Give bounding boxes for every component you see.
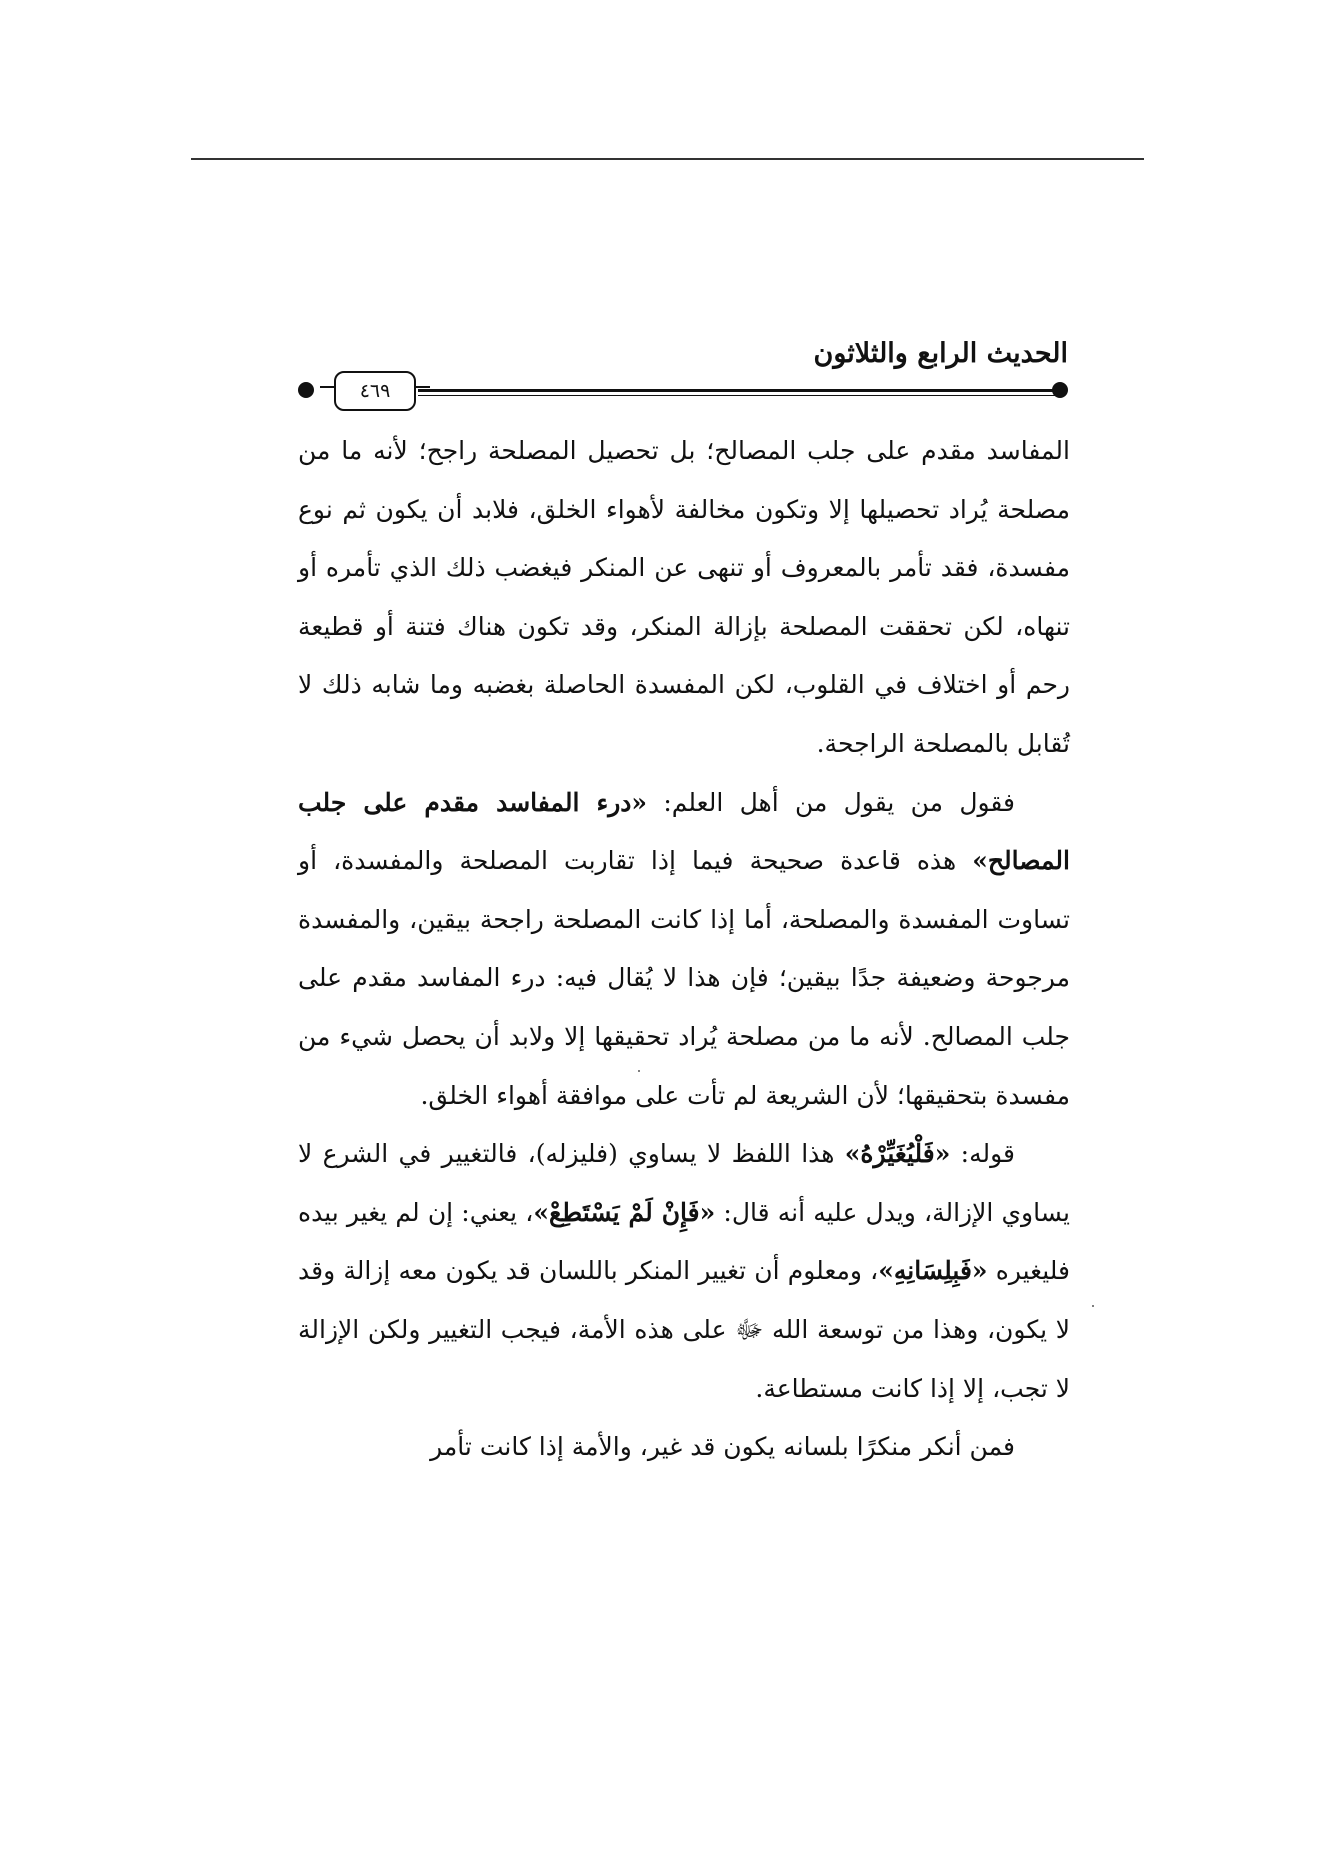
quoted-phrase: «فَإِنْ لَمْ يَسْتَطِعْ» bbox=[533, 1197, 716, 1227]
running-header bbox=[298, 338, 1068, 402]
text-run: المفاسد مقدم على جلب المصالح؛ بل تحصيل المصلحة راجح؛ لأنه ما من مصلحة يُراد تحصيلها إلا وتكون مخالفة لأهواء الخلق، فلابد أن يكون ثم نوع مفسدة، فقد تأمر بالمعروف أو تنهى عن المنكر فيغضب ذلك الذي تأمره أو تنهاه، لكن تحققت المصلحة بإزالة المنكر، وقد تكون هناك فتنة أو قطيعة رحم أو اختلاف في القلوب، لكن المفسدة الحاصلة بغضبه وما شابه ذلك لا تُقابل بالمصلحة الراجحة. bbox=[298, 436, 1070, 758]
text-run: ، ومعلوم أن تغيير المنكر باللسان قد يكون معه إزالة وقد لا يكون، وهذا من توسعة الله ﷻ على هذه الأمة، فيجب التغيير ولكن الإزالة لا تجب، إلا إذا كانت مستطاعة. bbox=[298, 1256, 1070, 1403]
quoted-phrase: «فَلْيُغَيِّرْهُ» bbox=[844, 1139, 951, 1169]
running-header-title: الحديث الرابع والثلاثون bbox=[813, 338, 1068, 369]
body-text bbox=[298, 422, 1070, 1477]
quoted-phrase: «فَبِلِسَانِهِ» bbox=[878, 1256, 988, 1286]
text-run: فقول من يقول من أهل العلم: bbox=[647, 787, 1015, 817]
paragraph bbox=[298, 774, 1070, 1126]
print-speck bbox=[1092, 1305, 1094, 1307]
print-speck bbox=[638, 1070, 640, 1072]
header-ornament-dot-left bbox=[298, 382, 314, 398]
quoted-phrase: «درء المفاسد مقدم على جلب المصالح» bbox=[298, 787, 1070, 876]
text-run: ، يعني: إن لم يغير بيده فليغيره bbox=[298, 1197, 1070, 1286]
top-rule bbox=[191, 158, 1144, 160]
text-run: هذه قاعدة صحيحة فيما إذا تقاربت المصلحة والمفسدة، أو تساوت المفسدة والمصلحة، أما إذا كانت المصلحة راجحة بيقين، والمفسدة مرجوحة وضعيفة جدًا بيقين؛ فإن هذا لا يُقال فيه: درء المفاسد مقدم على جلب المصالح. لأنه ما من مصلحة يُراد تحقيقها إلا ولابد أن يحصل شيء من مفسدة بتحقيقها؛ لأن الشريعة لم تأت على موافقة أهواء الخلق. bbox=[298, 846, 1070, 1110]
paragraph bbox=[298, 1418, 1070, 1477]
header-ornament-dot-right bbox=[1052, 382, 1068, 398]
paragraph bbox=[298, 1125, 1070, 1418]
text-run: قوله: bbox=[950, 1139, 1015, 1169]
text-run: هذا اللفظ لا يساوي (فليزله)، فالتغيير في الشرع لا يساوي الإزالة، ويدل عليه أنه قال: bbox=[298, 1139, 1071, 1227]
page-number: ٤٦٩ bbox=[334, 371, 416, 411]
header-divider bbox=[418, 389, 1060, 396]
text-run: فمن أنكر منكرًا بلسانه يكون قد غير، والأمة إذا كانت تأمر bbox=[430, 1432, 1015, 1462]
paragraph bbox=[298, 422, 1070, 774]
